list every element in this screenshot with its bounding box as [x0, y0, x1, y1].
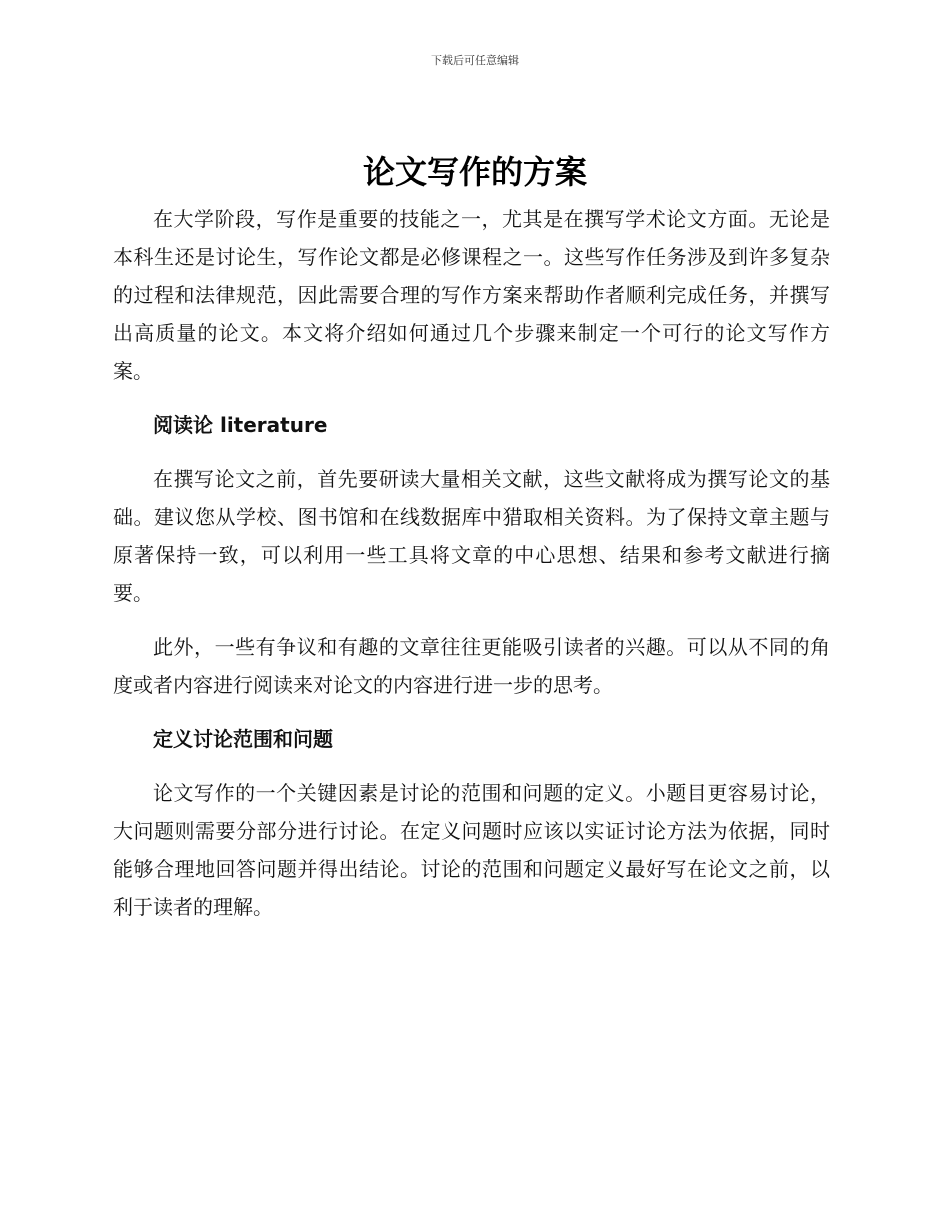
body-paragraph: 论文写作的一个关键因素是讨论的范围和问题的定义。小题目更容易讨论，大问题则需要分部分进行讨论。在定义问题时应该以实证讨论方法为依据，同时能够合理地回答问题并得出结论。讨论的范围和问题定义最好写在论文之前，以利于读者的理解。: [113, 781, 830, 919]
document-body: [113, 200, 830, 926]
intro-paragraph: 在大学阶段，写作是重要的技能之一，尤其是在撰写学术论文方面。无论是本科生还是讨论生，写作论文都是必修课程之一。这些写作任务涉及到许多复杂的过程和法律规范，因此需要合理的写作方案来帮助作者顺利完成任务，并撰写出高质量的论文。本文将介绍如何通过几个步骤来制定一个可行的论文写作方案。: [113, 207, 830, 383]
body-paragraph: 此外，一些有争议和有趣的文章往往更能吸引读者的兴趣。可以从不同的角度或者内容进行阅读来对论文的内容进行进一步的思考。: [113, 635, 830, 697]
section-heading-literature: 阅读论 literature: [153, 413, 328, 437]
body-paragraph: 在撰写论文之前，首先要研读大量相关文献，这些文献将成为撰写论文的基础。建议您从学校、图书馆和在线数据库中猎取相关资料。为了保持文章主题与原著保持一致，可以利用一些工具将文章的中心思想、结果和参考文献进行摘要。: [113, 467, 830, 605]
document-title: 论文写作的方案: [362, 153, 587, 191]
section-heading-scope: 定义讨论范围和问题: [153, 727, 333, 751]
header-note: 下载后可任意编辑: [431, 54, 519, 67]
